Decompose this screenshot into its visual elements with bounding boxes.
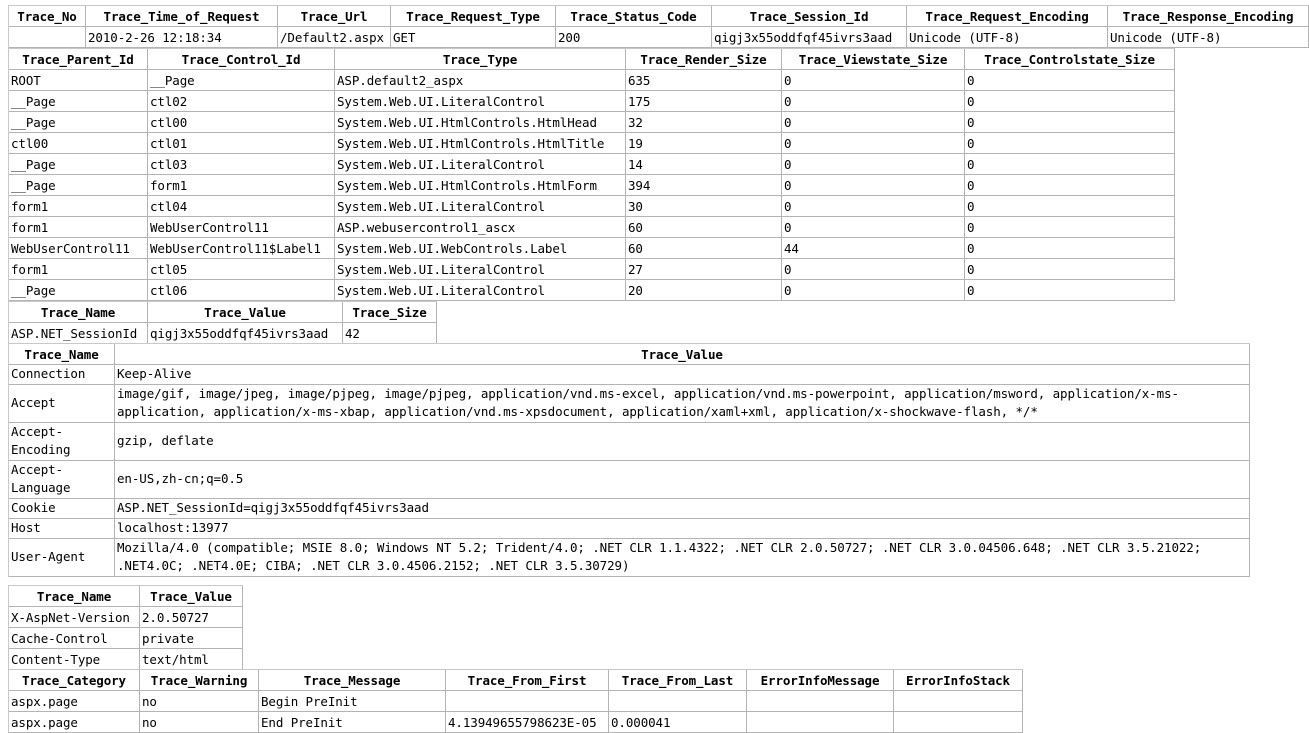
- column-header: Trace_Name: [9, 586, 140, 607]
- table-cell: 60: [626, 217, 782, 238]
- table-cell: System.Web.UI.HtmlControls.HtmlHead: [335, 112, 626, 133]
- table-row: [9, 385, 1250, 423]
- table-cell: 175: [626, 91, 782, 112]
- table-cell: ctl05: [148, 259, 335, 280]
- column-header: Trace_Name: [9, 344, 115, 365]
- table-header-row: [9, 49, 1175, 70]
- table-cell: 2.0.50727: [140, 607, 243, 628]
- table-cell: [747, 712, 894, 733]
- table-cell: __Page: [9, 175, 148, 196]
- table-cell: 0: [782, 154, 965, 175]
- table-cell: 27: [626, 259, 782, 280]
- table-row: [9, 196, 1175, 217]
- table-row: [9, 712, 1023, 733]
- table-cell: ctl03: [148, 154, 335, 175]
- table-cell: ctl04: [148, 196, 335, 217]
- table-row: [9, 323, 437, 344]
- table-cell: System.Web.UI.LiteralControl: [335, 259, 626, 280]
- table-header-row: [9, 344, 1250, 365]
- table-cell: Keep-Alive: [115, 365, 1250, 385]
- column-header: Trace_Warning: [140, 670, 259, 691]
- table-row: [9, 539, 1250, 577]
- table-cell: qigj3x55oddfqf45ivrs3aad: [148, 323, 343, 344]
- table-cell: Cookie: [9, 499, 115, 519]
- table-cell: System.Web.UI.WebControls.Label: [335, 238, 626, 259]
- table-cell: Unicode (UTF-8): [1108, 27, 1309, 48]
- table-cell: 0: [965, 217, 1175, 238]
- table-cell: ROOT: [9, 70, 148, 91]
- table-row: [9, 259, 1175, 280]
- table-cell: __Page: [148, 70, 335, 91]
- table-cell: 19: [626, 133, 782, 154]
- table-cell: 0: [782, 70, 965, 91]
- table-cell: 0: [965, 238, 1175, 259]
- column-header: Trace_From_First: [446, 670, 609, 691]
- table-cell: ctl01: [148, 133, 335, 154]
- table-cell: 0: [965, 154, 1175, 175]
- table-cell: System.Web.UI.HtmlControls.HtmlTitle: [335, 133, 626, 154]
- table-cell: 14: [626, 154, 782, 175]
- column-header: Trace_Value: [115, 344, 1250, 365]
- table-header-row: [9, 670, 1023, 691]
- column-header: Trace_Viewstate_Size: [782, 49, 965, 70]
- column-header: Trace_Render_Size: [626, 49, 782, 70]
- table-cell: 0: [782, 259, 965, 280]
- column-header: Trace_From_Last: [609, 670, 747, 691]
- table-cell: __Page: [9, 280, 148, 301]
- column-header: Trace_Status_Code: [556, 6, 712, 27]
- table-cell: aspx.page: [9, 712, 140, 733]
- table-cell: 0: [965, 133, 1175, 154]
- table-cell: 0: [965, 112, 1175, 133]
- table-cell: 0: [782, 91, 965, 112]
- table-cell: 394: [626, 175, 782, 196]
- table-cell: Unicode (UTF-8): [907, 27, 1108, 48]
- table-cell: System.Web.UI.LiteralControl: [335, 280, 626, 301]
- table-cell: [9, 27, 86, 48]
- column-header: Trace_Session_Id: [712, 6, 907, 27]
- table-cell: no: [140, 691, 259, 712]
- table-cell: X-AspNet-Version: [9, 607, 140, 628]
- table-cell: en-US,zh-cn;q=0.5: [115, 461, 1250, 499]
- table-row: [9, 154, 1175, 175]
- table-cell: 44: [782, 238, 965, 259]
- table-cell: 0: [965, 196, 1175, 217]
- column-header: Trace_Category: [9, 670, 140, 691]
- table-cell: WebUserControl11$Label1: [148, 238, 335, 259]
- table-cell: Accept: [9, 385, 115, 423]
- table-cell: __Page: [9, 112, 148, 133]
- table-cell: gzip, deflate: [115, 423, 1250, 461]
- table-cell: form1: [9, 259, 148, 280]
- table-cell: 635: [626, 70, 782, 91]
- table-cell: [894, 712, 1023, 733]
- table-row: [9, 691, 1023, 712]
- trace-info-table: [8, 669, 1023, 733]
- table-cell: 4.13949655798623E-05: [446, 712, 609, 733]
- column-header: Trace_Response_Encoding: [1108, 6, 1309, 27]
- table-cell: 20: [626, 280, 782, 301]
- table-cell: ASP.webusercontrol1_ascx: [335, 217, 626, 238]
- table-cell: ctl00: [9, 133, 148, 154]
- table-cell: Accept-Language: [9, 461, 115, 499]
- column-header: Trace_Controlstate_Size: [965, 49, 1175, 70]
- column-header: Trace_Parent_Id: [9, 49, 148, 70]
- table-cell: [747, 691, 894, 712]
- table-row: [9, 628, 243, 649]
- table-cell: System.Web.UI.LiteralControl: [335, 91, 626, 112]
- table-cell: ctl06: [148, 280, 335, 301]
- table-cell: __Page: [9, 91, 148, 112]
- table-cell: 0: [965, 175, 1175, 196]
- table-cell: End PreInit: [259, 712, 446, 733]
- table-cell: [894, 691, 1023, 712]
- table-cell: text/html: [140, 649, 243, 670]
- table-cell: 0.000041: [609, 712, 747, 733]
- table-cell: 0: [782, 280, 965, 301]
- table-cell: 0: [782, 175, 965, 196]
- column-header: Trace_Url: [278, 6, 391, 27]
- table-cell: no: [140, 712, 259, 733]
- column-header: ErrorInfoMessage: [747, 670, 894, 691]
- table-cell: __Page: [9, 154, 148, 175]
- table-cell: 0: [965, 280, 1175, 301]
- table-cell: Host: [9, 519, 115, 539]
- table-row: [9, 133, 1175, 154]
- table-cell: form1: [9, 217, 148, 238]
- request-details-table: [8, 5, 1309, 48]
- table-cell: 30: [626, 196, 782, 217]
- table-row: [9, 27, 1309, 48]
- table-cell: Content-Type: [9, 649, 140, 670]
- table-row: [9, 217, 1175, 238]
- column-header: Trace_Value: [148, 302, 343, 323]
- table-row: [9, 461, 1250, 499]
- table-cell: 0: [965, 259, 1175, 280]
- table-cell: image/gif, image/jpeg, image/pjpeg, image/pjpeg, application/vnd.ms-excel, application/vnd.ms-powerpoint, application/msword, application/x-ms-application, application/x-ms-xbap, application/vnd.ms-xpsdocument, application/xaml+xml, application/x-shockwave-flash, */*: [115, 385, 1250, 423]
- table-cell: 2010-2-26 12:18:34: [86, 27, 278, 48]
- column-header: Trace_Name: [9, 302, 148, 323]
- column-header: Trace_No: [9, 6, 86, 27]
- table-cell: ctl00: [148, 112, 335, 133]
- table-cell: System.Web.UI.HtmlControls.HtmlForm: [335, 175, 626, 196]
- table-cell: 32: [626, 112, 782, 133]
- column-header: Trace_Message: [259, 670, 446, 691]
- table-cell: 0: [965, 70, 1175, 91]
- table-cell: Begin PreInit: [259, 691, 446, 712]
- table-cell: ASP.NET_SessionId: [9, 323, 148, 344]
- table-cell: ctl02: [148, 91, 335, 112]
- table-cell: ASP.NET_SessionId=qigj3x55oddfqf45ivrs3aad: [115, 499, 1250, 519]
- table-cell: 60: [626, 238, 782, 259]
- table-cell: Connection: [9, 365, 115, 385]
- column-header: Trace_Request_Encoding: [907, 6, 1108, 27]
- column-header: Trace_Request_Type: [391, 6, 556, 27]
- table-cell: 0: [782, 196, 965, 217]
- table-row: [9, 519, 1250, 539]
- table-cell: [446, 691, 609, 712]
- table-row: [9, 607, 243, 628]
- column-header: Trace_Time_of_Request: [86, 6, 278, 27]
- table-row: [9, 280, 1175, 301]
- response-headers-table: [8, 585, 243, 670]
- table-cell: 42: [343, 323, 437, 344]
- column-header: Trace_Size: [343, 302, 437, 323]
- table-cell: localhost:13977: [115, 519, 1250, 539]
- table-header-row: [9, 302, 437, 323]
- column-header: Trace_Control_Id: [148, 49, 335, 70]
- table-cell: form1: [148, 175, 335, 196]
- table-row: [9, 499, 1250, 519]
- table-cell: 0: [965, 91, 1175, 112]
- table-cell: User-Agent: [9, 539, 115, 577]
- table-cell: form1: [9, 196, 148, 217]
- table-header-row: [9, 586, 243, 607]
- table-row: [9, 70, 1175, 91]
- table-cell: 0: [782, 217, 965, 238]
- table-cell: /Default2.aspx: [278, 27, 391, 48]
- table-row: [9, 238, 1175, 259]
- table-cell: [609, 691, 747, 712]
- control-tree-table: [8, 48, 1175, 301]
- table-cell: 0: [782, 112, 965, 133]
- table-cell: WebUserControl11: [148, 217, 335, 238]
- column-header: Trace_Type: [335, 49, 626, 70]
- column-header: ErrorInfoStack: [894, 670, 1023, 691]
- table-cell: 200: [556, 27, 712, 48]
- table-cell: qigj3x55oddfqf45ivrs3aad: [712, 27, 907, 48]
- table-row: [9, 175, 1175, 196]
- table-row: [9, 649, 243, 670]
- table-cell: Accept-Encoding: [9, 423, 115, 461]
- table-cell: private: [140, 628, 243, 649]
- table-cell: aspx.page: [9, 691, 140, 712]
- table-cell: System.Web.UI.LiteralControl: [335, 196, 626, 217]
- table-row: [9, 91, 1175, 112]
- table-cell: ASP.default2_aspx: [335, 70, 626, 91]
- table-cell: WebUserControl11: [9, 238, 148, 259]
- table-cell: Cache-Control: [9, 628, 140, 649]
- table-cell: 0: [782, 133, 965, 154]
- request-headers-table: [8, 343, 1250, 577]
- table-cell: System.Web.UI.LiteralControl: [335, 154, 626, 175]
- table-cell: Mozilla/4.0 (compatible; MSIE 8.0; Windows NT 5.2; Trident/4.0; .NET CLR 1.1.4322; .NET CLR 2.0.50727; .NET CLR 3.0.04506.648; .NET CLR 3.5.21022; .NET4.0C; .NET4.0E; CIBA; .NET CLR 3.0.4506.2152; .NET CLR 3.5.30729): [115, 539, 1250, 577]
- table-cell: GET: [391, 27, 556, 48]
- table-row: [9, 112, 1175, 133]
- table-row: [9, 423, 1250, 461]
- table-header-row: [9, 6, 1309, 27]
- column-header: Trace_Value: [140, 586, 243, 607]
- session-state-table: [8, 301, 437, 344]
- table-row: [9, 365, 1250, 385]
